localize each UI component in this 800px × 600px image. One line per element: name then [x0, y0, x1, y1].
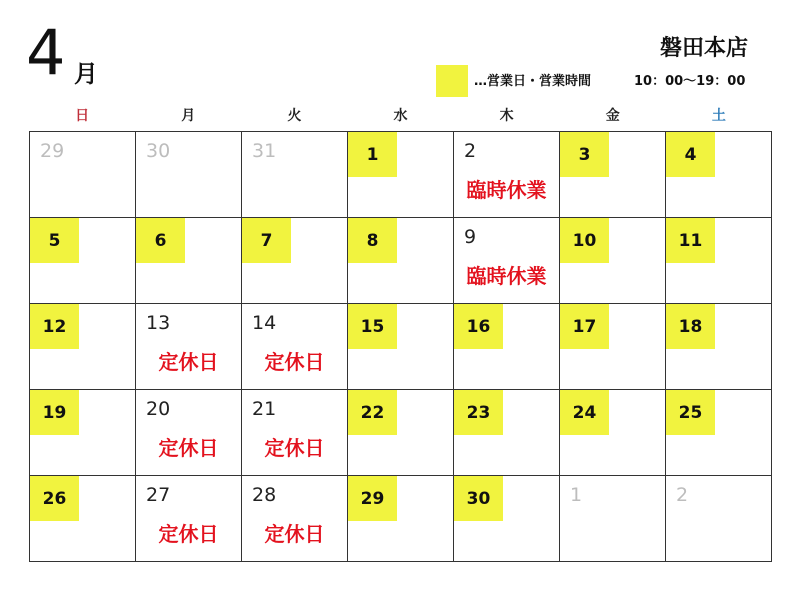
adjacent-month-day-number: 2 — [676, 484, 689, 506]
day-number: 9 — [464, 226, 477, 248]
calendar-day-cell — [242, 476, 348, 562]
weekday-tue: 火 — [287, 108, 302, 124]
open-day-number: 4 — [666, 132, 715, 177]
calendar-day-cell — [666, 132, 772, 218]
calendar-day-cell — [136, 476, 242, 562]
open-day-number: 5 — [30, 218, 79, 263]
calendar-day-cell — [454, 304, 560, 390]
calendar-day-cell — [454, 218, 560, 304]
open-day-number: 19 — [30, 390, 79, 435]
adjacent-month-day-number: 1 — [570, 484, 583, 506]
open-day-number: 11 — [666, 218, 715, 263]
open-day-number: 23 — [454, 390, 503, 435]
closed-day-label: 定休日 — [158, 436, 219, 460]
calendar-day-cell — [666, 476, 772, 562]
day-number: 20 — [146, 398, 171, 420]
day-number: 28 — [252, 484, 277, 506]
calendar-day-cell — [242, 304, 348, 390]
calendar-day-cell — [136, 132, 242, 218]
calendar-day-cell — [30, 390, 136, 476]
weekday-header — [29, 106, 772, 126]
open-day-number: 8 — [348, 218, 397, 263]
calendar-day-cell — [454, 390, 560, 476]
closed-day-label: 臨時休業 — [466, 178, 547, 202]
calendar-day-cell — [560, 476, 666, 562]
calendar-day-cell — [666, 218, 772, 304]
open-day-number: 6 — [136, 218, 185, 263]
open-day-number: 26 — [30, 476, 79, 521]
closed-day-label: 定休日 — [158, 350, 219, 374]
open-day-number: 17 — [560, 304, 609, 349]
calendar-day-cell — [242, 390, 348, 476]
calendar-day-cell — [30, 476, 136, 562]
calendar-day-cell — [30, 132, 136, 218]
open-day-number: 7 — [242, 218, 291, 263]
closed-day-label: 定休日 — [158, 522, 219, 546]
calendar-day-cell — [560, 132, 666, 218]
legend-label: …営業日・営業時間 — [474, 74, 592, 89]
day-number: 14 — [252, 312, 277, 334]
calendar-day-cell — [30, 304, 136, 390]
calendar-day-cell — [242, 132, 348, 218]
calendar-day-cell — [136, 390, 242, 476]
day-number: 21 — [252, 398, 277, 420]
calendar-day-cell — [666, 390, 772, 476]
weekday-fri: 金 — [605, 108, 620, 124]
weekday-wed: 水 — [393, 108, 408, 124]
closed-day-label: 定休日 — [264, 522, 325, 546]
calendar-day-cell — [136, 304, 242, 390]
calendar-day-cell — [560, 304, 666, 390]
legend-hours: 10：00〜19：00 — [634, 74, 746, 89]
calendar-day-cell — [348, 218, 454, 304]
weekday-thu: 木 — [499, 108, 514, 124]
store-name: 磐田本店 — [659, 36, 748, 61]
adjacent-month-day-number: 30 — [146, 140, 171, 162]
open-day-number: 10 — [560, 218, 609, 263]
month-suffix: 月 — [74, 60, 98, 88]
adjacent-month-day-number: 31 — [252, 140, 277, 162]
open-day-number: 30 — [454, 476, 503, 521]
adjacent-month-day-number: 29 — [40, 140, 65, 162]
calendar-day-cell — [242, 218, 348, 304]
closed-day-label: 定休日 — [264, 350, 325, 374]
open-day-number: 18 — [666, 304, 715, 349]
closed-day-label: 定休日 — [264, 436, 325, 460]
weekday-mon: 月 — [181, 108, 196, 124]
calendar-day-cell — [348, 390, 454, 476]
calendar-day-cell — [348, 132, 454, 218]
month-number: 4 — [26, 16, 66, 89]
open-day-number: 29 — [348, 476, 397, 521]
calendar-day-cell — [136, 218, 242, 304]
calendar-day-cell — [560, 218, 666, 304]
open-day-number: 3 — [560, 132, 609, 177]
calendar-day-cell — [454, 132, 560, 218]
calendar-day-cell — [666, 304, 772, 390]
open-day-number: 16 — [454, 304, 503, 349]
day-number: 2 — [464, 140, 477, 162]
legend-swatch — [436, 65, 468, 97]
day-number: 27 — [146, 484, 171, 506]
closed-day-label: 臨時休業 — [466, 264, 547, 288]
open-day-number: 24 — [560, 390, 609, 435]
open-day-number: 1 — [348, 132, 397, 177]
open-day-number: 25 — [666, 390, 715, 435]
open-day-number: 22 — [348, 390, 397, 435]
day-number: 13 — [146, 312, 171, 334]
weekday-sat: 土 — [711, 108, 726, 124]
calendar-day-cell — [454, 476, 560, 562]
weekday-sun: 日 — [75, 108, 90, 124]
open-day-number: 12 — [30, 304, 79, 349]
open-day-number: 15 — [348, 304, 397, 349]
calendar-day-cell — [348, 476, 454, 562]
calendar-day-cell — [560, 390, 666, 476]
calendar-day-cell — [348, 304, 454, 390]
calendar-grid — [29, 131, 772, 562]
calendar-day-cell — [30, 218, 136, 304]
